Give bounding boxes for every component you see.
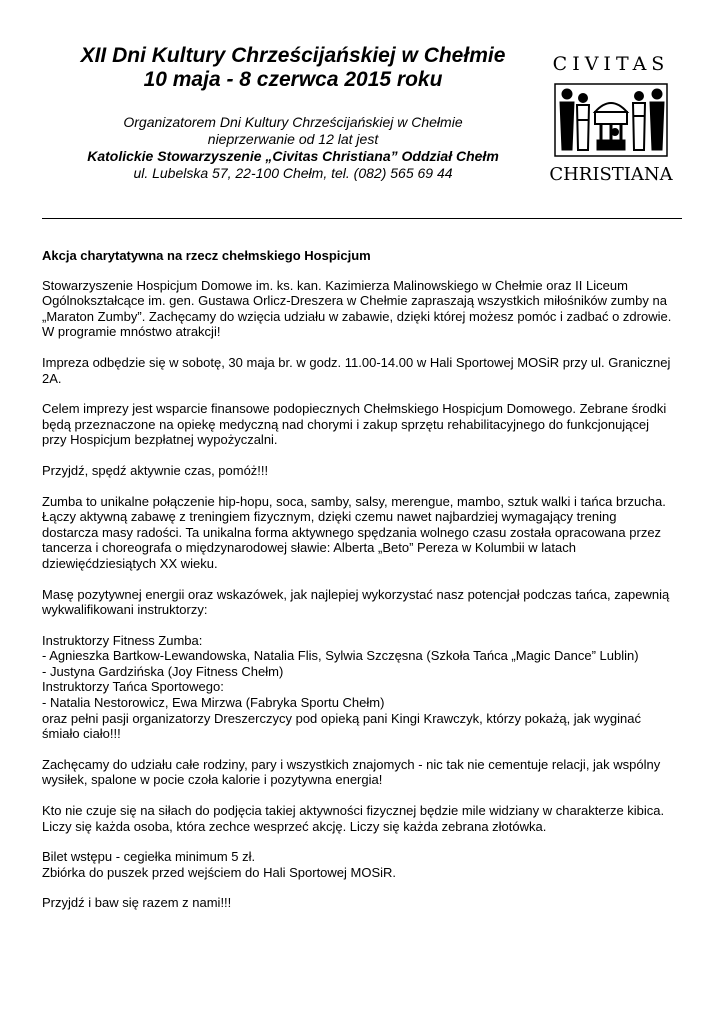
organizer-line-2: nieprzerwanie od 12 lat jest [207,131,379,147]
organizer-address: ul. Lubelska 57, 22-100 Chełm, tel. (082) 565 69 44 [133,165,453,181]
document-header [58,44,528,182]
list-item: - Justyna Gardzińska (Joy Fitness Chełm) [42,663,284,679]
instructors-list [42,633,674,742]
collection-info: Zbiórka do puszek przed wejściem do Hali Sportowej MOSiR. [42,864,397,880]
title-line-2: 10 maja - 8 czerwca 2015 roku [143,68,443,91]
ticket-price: Bilet wstępu - cegiełka minimum 5 zł. [42,849,256,865]
paragraph-purpose: Celem imprezy jest wsparcie finansowe podopiecznych Chełmskiego Hospicjum Domowego. Zebrane środki będą przeznaczone na opiekę medyczną nad chorymi i zakup sprzętu rehabilitacyjnego do funkcjonującej przy Hospicjum bezpłatnej wypożyczalni. [42,401,667,448]
closing-line: Przyjdź i baw się razem z nami!!! [42,895,232,911]
paragraph-call: Przyjdź, spędź aktywnie czas, pomóż!!! [42,462,269,478]
list-item: oraz pełni pasji organizatorzy Dreszerczycy pod opieką pani Kingi Krawczyk, którzy pokażą, jak wyginać śmiało ciało!!! [42,710,641,742]
logo-bottom-text: CHRISTIANA [549,164,673,185]
organizer-line-1: Organizatorem Dni Kultury Chrześcijańskiej w Chełmie [123,114,463,130]
list-item: - Agnieszka Bartkow-Lewandowska, Natalia Flis, Sylwia Szczęsna (Szkoła Tańca „Magic Dance” Lublin) [42,648,639,664]
paragraph-supporters: Kto nie czuje się na siłach do podjęcia takiej aktywności fizycznej będzie mile widziany w charakterze kibica. Liczy się każda osoba, która zechce wesprzeć akcję. Liczy się każda zebrana złotówka. [42,803,665,834]
organizer-name: Katolickie Stowarzyszenie „Civitas Christiana” Oddział Chełm [87,148,499,164]
article-heading: Akcja charytatywna na rzecz chełmskiego Hospicjum [42,248,371,263]
organizer-block [58,114,528,182]
title-line-1: XII Dni Kultury Chrześcijańskiej w Chełmie [80,44,506,67]
logo-emblem [547,50,675,186]
logo-figures [555,84,667,156]
paragraph-zumba: Zumba to unikalne połączenie hip-hopu, soca, samby, salsy, merengue, mambo, sztuk walki i tańca brzucha. Łączy aktywną zabawę z treningiem fizycznym, dzięki czemu nawet najbardziej wymagający trening dostarcza masy radości. Ta unikalna forma aktywnego spędzania wolnego czasu została opracowana przez tancerza i choreografa o międzynarodowej sławie: Alberta „Beto” Pereza w Kolumbii w latach dziewięćdziesiątych XX wieku. [42,493,666,571]
logo-top-text: CIVITAS [552,53,670,75]
paragraph-date-place: Impreza odbędzie się w sobotę, 30 maja br. w godz. 11.00-14.00 w Hali Sportowej MOSiR przy ul. Granicznej 2A. [42,354,671,386]
header-divider [42,218,682,219]
paragraph-families: Zachęcamy do udziału całe rodziny, pary i wszystkich znajomych - nic tak nie cementuje relacji, jak wspólny wysiłek, spalone w pocie czoła kalorie i pozytywna energia! [42,756,661,788]
paragraph-instructors-intro: Masę pozytywnej energii oraz wskazówek, jak najlepiej wykorzystać nasz potencjał podczas tańca, zapewnią wykwalifikowani instruktorzy: [42,586,670,618]
paragraph-intro: Stowarzyszenie Hospicjum Domowe im. ks. kan. Kazimierza Malinowskiego w Chełmie oraz II Liceum Ogólnokształcące im. gen. Gustawa Orlicz-Dreszera w Chełmie zapraszają wszystkich miłośników zumby na „Maraton Zumby”. Zachęcamy do wzięcia udziału w zabawie, dzięki której możesz pomóc i zadbać o zdrowie. W programie mnóstwo atrakcji! [42,277,672,340]
civitas-christiana-logo [547,50,675,186]
article-body [42,248,674,926]
ticket-info [42,849,674,880]
list-item: Instruktorzy Tańca Sportowego: [42,679,224,695]
list-item: - Natalia Nestorowicz, Ewa Mirzwa (Fabryka Sportu Chełm) [42,695,385,711]
list-item: Instruktorzy Fitness Zumba: [42,632,203,648]
